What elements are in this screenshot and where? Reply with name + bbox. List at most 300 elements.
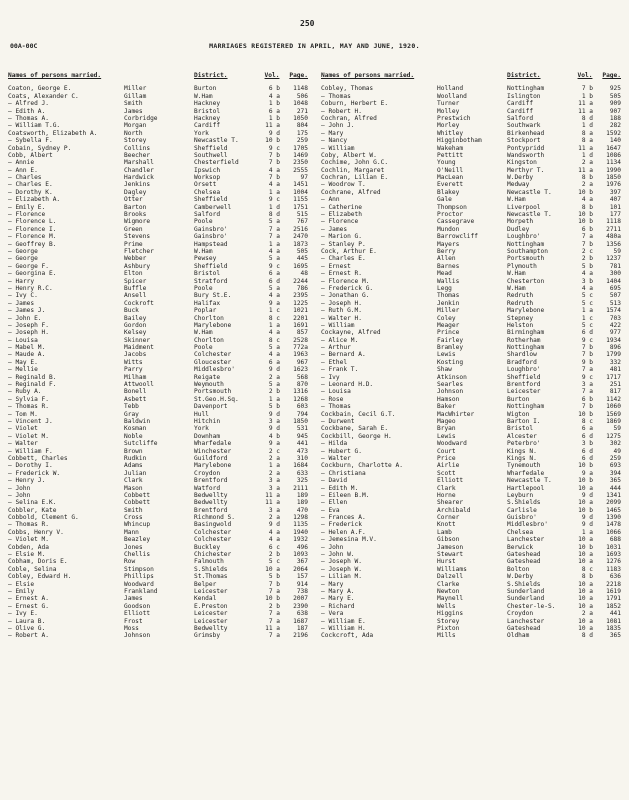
entry-name: — Reginald B.: [8, 373, 57, 381]
entry-name: — Alfred J.: [8, 100, 49, 108]
entry-name: — Ivy C.: [8, 292, 38, 300]
entry-name: — Florence: [321, 218, 359, 226]
entry-row: [321, 374, 621, 381]
entry-spouse-surname: Hamson: [437, 395, 460, 403]
entry-row: [8, 270, 308, 277]
entry-spouse-surname: Mundon: [437, 225, 460, 233]
entry-page: 481: [609, 366, 621, 374]
entry-spouse-surname: Molley: [437, 107, 460, 115]
entry-name: — Ethel: [321, 358, 348, 366]
entry-volume: 9 d: [581, 521, 593, 529]
entry-page: 1684: [293, 462, 308, 470]
entry-name: — Mabel M.: [8, 344, 46, 352]
entry-spouse-surname: Sutcliffe: [124, 440, 158, 448]
entry-spouse-surname: Proctor: [437, 211, 464, 219]
entry-row: [8, 167, 308, 174]
entry-spouse-surname: Mason: [124, 484, 143, 492]
entry-page: 1976: [606, 181, 621, 189]
entry-name: — Louisa: [8, 336, 38, 344]
entry-volume: 8 a: [581, 129, 593, 137]
entry-page: 1155: [293, 196, 308, 204]
entry-volume: 5 a: [268, 218, 280, 226]
entry-name: Cock, Arthur E.: [321, 248, 377, 255]
entry-volume: 2 a: [268, 373, 280, 381]
entry-district: Worksop: [194, 174, 221, 182]
entry-spouse-surname: James: [124, 107, 143, 115]
entry-row: [8, 241, 308, 248]
entry-spouse-surname: Chellis: [124, 551, 151, 559]
entry-volume: 11 a: [265, 122, 280, 130]
entry-page: 59: [613, 248, 621, 255]
entry-district: Barton I.: [507, 417, 541, 425]
entry-volume: 8 b: [581, 203, 593, 211]
entry-spouse-surname: Morley: [437, 122, 460, 130]
entry-spouse-surname: Bryan: [437, 425, 456, 433]
entry-district: Leicester: [194, 610, 228, 618]
entry-page: 496: [296, 543, 308, 551]
entry-name: — Elizabeth A.: [8, 196, 61, 204]
entry-volume: 2 a: [581, 181, 593, 189]
entry-page: 603: [296, 403, 308, 411]
entry-spouse-surname: Wakeham: [437, 144, 464, 152]
entry-volume: 7 b: [268, 174, 280, 182]
entry-district: Helston: [507, 321, 534, 329]
entry-row: [321, 603, 621, 610]
entry-district: Colchester: [194, 528, 232, 536]
entry-spouse-surname: Whincup: [124, 521, 151, 529]
entry-page: 515: [296, 211, 308, 219]
entry-spouse-surname: Shaw: [437, 366, 452, 374]
entry-volume: 1 a: [268, 240, 280, 248]
entry-name: — Joseph W.: [321, 565, 362, 573]
entry-spouse-surname: Whitley: [437, 129, 464, 137]
entry-volume: 10 a: [578, 587, 593, 595]
entry-volume: 7 a: [581, 388, 593, 396]
entry-name: — George F.: [8, 262, 49, 270]
entry-district: Croydon: [507, 610, 534, 618]
entry-district: Burton: [507, 395, 530, 403]
entry-district: Lanchester: [507, 617, 545, 625]
entry-volume: 6 c: [268, 543, 280, 551]
entry-row: [8, 388, 308, 395]
entry-page: 1850: [293, 417, 308, 425]
entry-row: [321, 632, 621, 639]
entry-page: 513: [609, 299, 621, 307]
entry-row: [8, 425, 308, 432]
entry-district: Islington: [507, 92, 541, 100]
entry-spouse-surname: Prince: [437, 329, 460, 337]
entry-name: — Ruth G.M.: [321, 307, 362, 315]
entry-page: 1963: [293, 351, 308, 359]
entry-district: W.Ham: [194, 248, 213, 255]
entry-spouse-surname: Higginbotham: [437, 137, 482, 145]
entry-page: 1850: [606, 174, 621, 182]
entry-page: 1268: [293, 395, 308, 403]
entry-volume: 4 a: [268, 536, 280, 544]
entry-row: [8, 292, 308, 299]
entry-district: W.Ham: [507, 196, 526, 204]
entry-district: Southwell: [194, 151, 228, 159]
entry-district: Colchester: [194, 351, 232, 359]
entry-name: — William F.: [8, 447, 53, 455]
entry-page: 397: [609, 188, 621, 196]
entry-page: 259: [296, 137, 308, 145]
entry-district: Sheffield: [194, 262, 228, 270]
entry-name: — Hubert G.: [321, 447, 362, 455]
entry-page: 786: [296, 284, 308, 292]
district-header: District.: [194, 72, 228, 79]
entry-page: 310: [296, 454, 308, 462]
entry-volume: 6 d: [268, 277, 280, 285]
entry-name: — Eileen B.M.: [321, 491, 370, 499]
entry-district: Lanchester: [507, 536, 545, 544]
entry-district: Stockport: [507, 137, 541, 145]
entry-volume: 1 d: [581, 122, 593, 130]
entry-row: [321, 507, 621, 514]
entry-district: Downham: [194, 432, 221, 440]
entry-volume: 2 b: [268, 602, 280, 610]
entry-spouse-surname: Coley: [437, 314, 456, 322]
entry-name: — Walter: [321, 454, 351, 462]
entry-district: Grimsby: [194, 632, 221, 640]
entry-volume: 6 b: [268, 85, 280, 93]
entry-row: [321, 122, 621, 129]
entry-row: [321, 485, 621, 492]
entry-name: — Elsie M.: [8, 551, 46, 559]
entry-page: 473: [296, 447, 308, 455]
entry-spouse-surname: Rudkin: [124, 454, 147, 462]
entry-page: 695: [609, 284, 621, 292]
entry-volume: 6 d: [581, 432, 593, 440]
entry-spouse-surname: Julian: [124, 469, 147, 477]
page-number: 250: [300, 19, 315, 28]
entry-row: [321, 181, 621, 188]
entry-volume: 4 a: [581, 284, 593, 292]
entry-spouse-surname: Atkinson: [437, 373, 467, 381]
entry-spouse-surname: Milham: [124, 373, 147, 381]
entry-row: [321, 100, 621, 107]
entry-name: — Alice M.: [321, 336, 359, 344]
entry-district: Sunderland: [507, 587, 545, 595]
entry-row: [8, 122, 308, 129]
entry-page: 140: [609, 137, 621, 145]
entry-row: [8, 625, 308, 632]
entry-spouse-surname: Airlie: [437, 462, 460, 470]
entry-district: Guisbro': [507, 514, 537, 522]
entry-spouse-surname: Cobbett: [124, 499, 151, 507]
entry-district: Newcastle T.: [507, 477, 552, 485]
entry-row: [8, 307, 308, 314]
entry-spouse-surname: Hurst: [437, 558, 456, 566]
column-header: [8, 72, 308, 79]
entry-row: [321, 573, 621, 580]
entry-page: 101: [609, 203, 621, 211]
entry-spouse-surname: Mann: [124, 528, 139, 536]
entry-page: 1298: [293, 514, 308, 522]
entry-page: 1093: [293, 551, 308, 559]
entry-row: [8, 544, 308, 551]
entry-page: 2007: [293, 595, 308, 603]
entry-volume: 7 a: [268, 587, 280, 595]
entry-name: — Thomas A.: [8, 114, 49, 122]
entry-name: — Lilian M.: [321, 573, 362, 581]
entry-name: — Emily: [8, 587, 35, 595]
entry-district: Wigton: [507, 410, 530, 418]
entry-volume: 10 b: [578, 462, 593, 470]
entry-spouse-surname: Clarke: [437, 580, 460, 588]
entry-page: 1693: [606, 551, 621, 559]
entry-district: Poplar: [194, 307, 217, 315]
entry-spouse-surname: Elliott: [124, 610, 151, 618]
entry-spouse-surname: Legg: [437, 284, 452, 292]
entry-row: [8, 514, 308, 521]
entry-district: Falmouth: [194, 558, 224, 566]
entry-spouse-surname: Dalzell: [437, 573, 464, 581]
entry-spouse-surname: Frankland: [124, 587, 158, 595]
entry-district: Brentford: [194, 477, 228, 485]
entry-volume: 9 a: [268, 299, 280, 307]
entry-district: Bedwellty: [194, 491, 228, 499]
entry-row: [321, 388, 621, 395]
entry-volume: 7 a: [268, 233, 280, 241]
entry-page: 1619: [606, 587, 621, 595]
entry-district: Portsmouth: [507, 255, 545, 263]
entry-name: — Mary: [321, 129, 344, 137]
entry-name: — Walter H.: [321, 314, 362, 322]
entry-name: Cockbane, Sarah E.: [321, 425, 389, 433]
entry-row: [8, 588, 308, 595]
entry-name: — Florence M.: [8, 233, 57, 241]
entry-district: Kings N.: [507, 454, 537, 462]
entry-spouse-surname: Scott: [437, 469, 456, 477]
entry-spouse-surname: Clark: [124, 477, 143, 485]
entry-volume: 4 a: [268, 329, 280, 337]
entry-name: — Louisa: [321, 388, 351, 396]
entry-row: [8, 211, 308, 218]
entry-row: [321, 610, 621, 617]
entry-district: Middlesbro': [507, 521, 548, 529]
entry-spouse-surname: Mageo: [437, 417, 456, 425]
entry-spouse-surname: Ashbury: [124, 262, 151, 270]
entry-name: — George: [8, 248, 38, 255]
entry-volume: 6 b: [581, 225, 593, 233]
entry-district: Cardiff: [194, 122, 221, 130]
entry-row: [8, 529, 308, 536]
entry-row: [8, 492, 308, 499]
entry-name: Cobbold, Clement G.: [8, 514, 79, 522]
entry-volume: 2 b: [268, 388, 280, 396]
entry-row: [321, 211, 621, 218]
entry-district: Weymouth: [194, 381, 224, 389]
entry-district: Southwark: [507, 122, 541, 130]
entry-district: Chorlton: [194, 336, 224, 344]
entry-district: Portsmouth: [194, 388, 232, 396]
entry-row: [321, 337, 621, 344]
entry-spouse-surname: Berry: [437, 248, 456, 255]
entry-spouse-surname: MacLean: [437, 174, 464, 182]
entry-district: Hackney: [194, 114, 221, 122]
entry-name: — Bernard A.: [321, 351, 366, 359]
entry-district: Sunderland: [507, 595, 545, 603]
entry-row: [321, 329, 621, 336]
entry-row: [321, 85, 621, 92]
entry-row: [321, 315, 621, 322]
entry-volume: 6 d: [581, 447, 593, 455]
entry-district: Rotherham: [507, 336, 541, 344]
entry-name: — Ann: [321, 196, 340, 204]
entry-row: [321, 292, 621, 299]
entry-spouse-surname: Noble: [124, 432, 143, 440]
entry-spouse-surname: Everett: [437, 181, 464, 189]
entry-page: 857: [296, 329, 308, 337]
entry-page: 1118: [606, 218, 621, 226]
entry-page: 505: [296, 248, 308, 255]
entry-row: [321, 514, 621, 521]
entry-name: — William T.G.: [8, 122, 61, 130]
entry-district: Dudley: [507, 225, 530, 233]
entry-district: Bedwellty: [194, 499, 228, 507]
entry-page: 1148: [293, 85, 308, 93]
entry-volume: 5 c: [581, 321, 593, 329]
entry-district: Plymouth: [507, 262, 537, 270]
entry-page: 97: [300, 174, 308, 182]
entry-page: 251: [609, 381, 621, 389]
entry-name: — Edith M.: [321, 484, 359, 492]
entry-row: [321, 551, 621, 558]
entry-district: Leicester: [194, 617, 228, 625]
entry-name: — Reginald F.: [8, 381, 57, 389]
entry-volume: 7 a: [268, 617, 280, 625]
entry-volume: 11 a: [265, 624, 280, 632]
entry-spouse-surname: Kosman: [124, 425, 147, 433]
entry-district: Bristol: [194, 270, 221, 278]
entry-page: 568: [296, 373, 308, 381]
entry-name: — Robert H.: [321, 107, 362, 115]
entry-volume: 6 a: [268, 358, 280, 366]
entry-district: Bedwellty: [194, 624, 228, 632]
entry-volume: 9 d: [268, 521, 280, 529]
entry-spouse-surname: Tebb: [124, 403, 139, 411]
vol-header: Vol.: [577, 72, 593, 79]
entry-volume: 2 a: [268, 454, 280, 462]
entry-district: Southampton: [507, 248, 548, 255]
entry-spouse-surname: Goodson: [124, 602, 151, 610]
entry-page: 2218: [606, 580, 621, 588]
entry-district: Kendal: [194, 595, 217, 603]
entry-volume: 4 b: [268, 432, 280, 440]
entry-district: Stepney: [507, 314, 534, 322]
entry-district: Hartlepool: [507, 484, 545, 492]
entry-name: — Thomas: [321, 403, 351, 411]
entry-row: [8, 344, 308, 351]
entry-district: Newcastle T.: [507, 188, 552, 196]
entry-name: Cochlin, Margaret: [321, 166, 385, 174]
entry-volume: 3 a: [581, 381, 593, 389]
entry-volume: 5 b: [581, 262, 593, 270]
entry-volume: 7 a: [581, 366, 593, 374]
entry-volume: 10 b: [578, 477, 593, 485]
entry-page: 2390: [293, 602, 308, 610]
entry-district: Kings N.: [507, 447, 537, 455]
entry-name: Cobain, Sydney P.: [8, 144, 72, 152]
entry-row: [321, 263, 621, 270]
entry-district: Carlisle: [507, 506, 537, 514]
entry-row: [8, 403, 308, 410]
entry-row: [321, 241, 621, 248]
entry-name: Cobbler, Kate: [8, 506, 57, 514]
entry-volume: 10 b: [265, 595, 280, 603]
entry-volume: 5 c: [581, 292, 593, 300]
entry-spouse-surname: Corbridge: [124, 114, 158, 122]
entry-name: — Mellie: [8, 366, 38, 374]
entry-spouse-surname: Smith: [124, 506, 143, 514]
entry-name: — John J.: [321, 122, 355, 130]
entry-row: [8, 278, 308, 285]
entry-name: — Christiana: [321, 469, 366, 477]
entry-row: [8, 351, 308, 358]
entry-district: Birkenhead: [507, 129, 545, 137]
entry-name: — Henry J.: [8, 477, 46, 485]
entry-spouse-surname: Buffle: [124, 284, 147, 292]
entry-spouse-surname: Johnson: [437, 388, 464, 396]
entry-name: Coaton, George E.: [8, 85, 72, 93]
entry-page: 2528: [293, 336, 308, 344]
entry-page: 187: [296, 624, 308, 632]
entry-page: 703: [609, 314, 621, 322]
entry-volume: 2 c: [581, 248, 593, 255]
entry-volume: 4 a: [268, 181, 280, 189]
entry-row: [8, 499, 308, 506]
entry-spouse-surname: Barton: [124, 203, 147, 211]
entry-district: Redruth: [507, 299, 534, 307]
entry-name: Cobden, Ada: [8, 543, 49, 551]
entry-name: — Henry R.C.: [8, 284, 53, 292]
entry-spouse-surname: Mead: [437, 270, 452, 278]
entry-page: 480a: [606, 233, 621, 241]
entry-page: 1237: [606, 255, 621, 263]
entry-name: Cockayne, Alfred: [321, 329, 381, 337]
right-column: [321, 72, 621, 640]
page-header-label: Page.: [602, 72, 621, 79]
entry-row: [8, 300, 308, 307]
entry-page: 325: [296, 477, 308, 485]
entry-volume: 1 a: [268, 321, 280, 329]
entry-row: [321, 204, 621, 211]
entry-page: 1066: [606, 528, 621, 536]
entry-page: 1081: [606, 617, 621, 625]
entry-row: [321, 462, 621, 469]
entry-volume: 10 b: [578, 543, 593, 551]
entry-row: [321, 351, 621, 358]
entry-district: W.Derby: [507, 174, 534, 182]
entry-page: 1275: [606, 432, 621, 440]
entry-page: 2064: [293, 565, 308, 573]
entry-row: [8, 152, 308, 159]
entry-name: — Hilda: [321, 440, 348, 448]
entry-volume: 7 a: [268, 632, 280, 640]
entry-row: [321, 248, 621, 255]
entry-row: [321, 115, 621, 122]
entry-district: St.Geo.H.Sq.: [194, 395, 239, 403]
entry-row: [8, 595, 308, 602]
entry-name: — Maude A.: [8, 351, 46, 359]
entry-district: Ipswich: [194, 166, 221, 174]
entry-name: — Annie: [8, 159, 35, 167]
entry-row: [8, 477, 308, 484]
entry-name: — Ivy E.: [8, 610, 38, 618]
entry-spouse-surname: Fletcher: [124, 248, 154, 255]
entry-name: — Frederick: [321, 521, 362, 529]
